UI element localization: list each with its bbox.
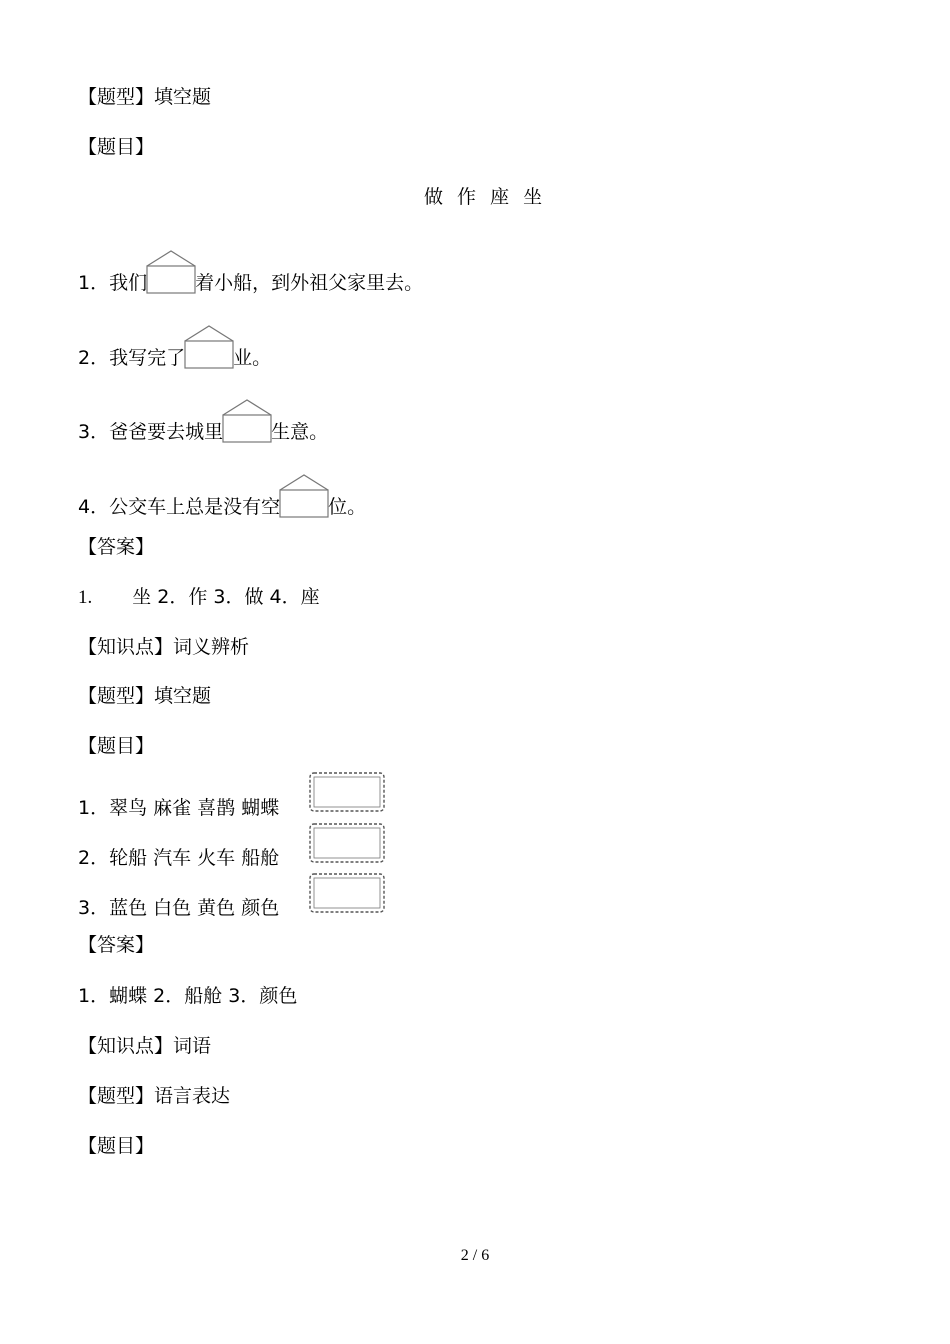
word-group-3: 3．蓝色 白色 黄色 颜色 (78, 897, 280, 919)
word-group-2: 2．轮船 汽车 火车 船舱 (78, 847, 280, 869)
knowledge-point: 【知识点】词义辨析 (78, 636, 250, 658)
answer-text: 1．蝴蝶 2．船舱 3．颜色 (78, 985, 298, 1007)
question-item-2 (78, 324, 271, 370)
item-number: 1． (78, 272, 110, 294)
knowledge-point: 【知识点】词语 (78, 1035, 212, 1057)
answer-label: 【答案】 (78, 934, 155, 956)
house-blank-box[interactable] (184, 324, 234, 370)
house-blank-box[interactable] (279, 473, 329, 519)
question-label: 【题目】 (78, 1135, 155, 1157)
answer-label: 【答案】 (78, 536, 155, 558)
item-text-before: 我写完了 (109, 347, 186, 369)
item-text-before: 公交车上总是没有空 (109, 496, 281, 518)
item-text-after: 生意。 (271, 421, 329, 443)
house-blank-box[interactable] (146, 249, 196, 295)
item-number: 2． (78, 347, 110, 369)
question-label: 【题目】 (78, 735, 155, 757)
wreath-answer-box[interactable] (307, 871, 387, 915)
question-type: 【题型】填空题 (78, 685, 212, 707)
answer-number: 1. (78, 587, 93, 608)
item-number: 3． (78, 421, 110, 443)
question-type: 【题型】语言表达 (78, 1085, 231, 1107)
question-item-4 (78, 473, 366, 519)
question-item-1 (78, 249, 423, 295)
item-text-after: 着小船，到外祖父家里去。 (195, 272, 424, 294)
item-number: 4． (78, 496, 110, 518)
word-options: 做 作 座 坐 (424, 186, 547, 208)
page-number: 2 / 6 (460, 1247, 490, 1264)
item-text-before: 我们 (109, 272, 148, 294)
item-text-after: 位。 (328, 496, 367, 518)
item-text-after: 业。 (233, 347, 272, 369)
word-group-1: 1．翠鸟 麻雀 喜鹊 蝴蝶 (78, 797, 280, 819)
question-type: 【题型】填空题 (78, 86, 212, 108)
house-blank-box[interactable] (222, 398, 272, 444)
answer-text: 坐 2．作 3．做 4．座 (132, 586, 320, 608)
question-label: 【题目】 (78, 136, 155, 158)
question-item-3 (78, 398, 328, 444)
wreath-answer-box[interactable] (307, 821, 387, 865)
answer-line (78, 585, 320, 610)
wreath-answer-box[interactable] (307, 770, 387, 814)
item-text-before: 爸爸要去城里 (109, 421, 224, 443)
